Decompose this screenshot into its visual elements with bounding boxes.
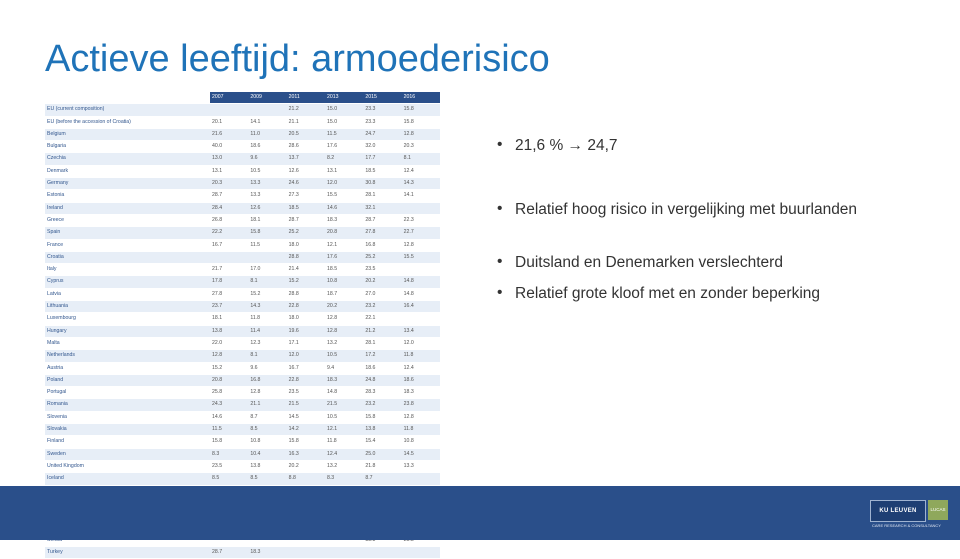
value-cell: 15.0 <box>325 104 363 116</box>
value-cell: 24.8 <box>363 374 401 386</box>
value-cell: 21.5 <box>287 399 325 411</box>
country-cell: Greece <box>45 214 210 226</box>
table-header-year: 2015 <box>363 92 401 104</box>
value-cell: 24.7 <box>363 128 401 140</box>
country-cell: Bulgaria <box>45 141 210 153</box>
value-cell: 14.5 <box>402 448 440 460</box>
value-cell: 20.5 <box>287 128 325 140</box>
value-cell: 12.3 <box>248 337 286 349</box>
value-cell: 15.2 <box>210 362 248 374</box>
value-cell: 15.8 <box>402 116 440 128</box>
value-cell: 12.8 <box>325 325 363 337</box>
value-cell: 12.8 <box>248 387 286 399</box>
value-cell: 16.8 <box>363 239 401 251</box>
value-cell: 10.5 <box>325 411 363 423</box>
value-cell: 13.8 <box>363 424 401 436</box>
value-cell: 12.4 <box>325 448 363 460</box>
value-cell: 12.0 <box>287 350 325 362</box>
value-cell: 11.4 <box>248 325 286 337</box>
value-cell <box>402 546 440 558</box>
value-cell: 14.3 <box>248 301 286 313</box>
country-cell: Cyprus <box>45 276 210 288</box>
value-cell: 18.0 <box>287 313 325 325</box>
table-row <box>45 104 440 116</box>
value-cell: 23.8 <box>402 399 440 411</box>
value-cell: 8.1 <box>248 350 286 362</box>
value-cell: 10.5 <box>325 350 363 362</box>
table-row <box>45 473 440 485</box>
table-row <box>45 448 440 460</box>
value-cell: 11.8 <box>402 424 440 436</box>
country-cell: Malta <box>45 337 210 349</box>
value-cell <box>287 546 325 558</box>
value-cell: 13.4 <box>402 325 440 337</box>
value-cell: 14.6 <box>210 411 248 423</box>
value-cell: 17.1 <box>287 337 325 349</box>
value-cell: 16.7 <box>210 239 248 251</box>
table-row <box>45 227 440 239</box>
table-row <box>45 178 440 190</box>
value-cell: 15.5 <box>325 190 363 202</box>
value-cell: 21.4 <box>287 264 325 276</box>
country-cell: Czechia <box>45 153 210 165</box>
value-cell: 22.1 <box>363 313 401 325</box>
value-cell: 17.6 <box>325 251 363 263</box>
country-cell: Hungary <box>45 325 210 337</box>
table-header-year: 2013 <box>325 92 363 104</box>
value-cell: 16.3 <box>287 448 325 460</box>
footer-bar <box>0 486 960 540</box>
country-cell: Belgium <box>45 128 210 140</box>
value-cell: 12.4 <box>402 165 440 177</box>
value-cell: 28.7 <box>287 214 325 226</box>
bullet-dot: • <box>497 136 503 153</box>
value-cell <box>402 313 440 325</box>
country-cell: Estonia <box>45 190 210 202</box>
value-cell: 12.6 <box>248 202 286 214</box>
table-row <box>45 362 440 374</box>
country-cell: Turkey <box>45 546 210 558</box>
value-cell: 12.8 <box>402 128 440 140</box>
value-cell: 21.6 <box>210 128 248 140</box>
value-cell <box>210 104 248 116</box>
value-cell: 22.0 <box>210 337 248 349</box>
value-cell: 17.8 <box>210 276 248 288</box>
country-cell: Spain <box>45 227 210 239</box>
value-cell: 8.3 <box>210 448 248 460</box>
country-cell: Denmark <box>45 165 210 177</box>
value-cell: 21.1 <box>287 116 325 128</box>
value-cell: 25.2 <box>287 227 325 239</box>
value-cell: 16.4 <box>402 301 440 313</box>
value-cell: 12.8 <box>402 411 440 423</box>
value-cell: 15.4 <box>363 436 401 448</box>
value-cell: 21.8 <box>363 460 401 472</box>
value-cell: 15.8 <box>402 104 440 116</box>
value-cell: 13.7 <box>287 153 325 165</box>
value-cell: 15.2 <box>248 288 286 300</box>
value-cell: 10.5 <box>248 165 286 177</box>
value-cell: 10.8 <box>402 436 440 448</box>
logo-text: KU LEUVEN <box>879 508 917 514</box>
value-cell: 27.8 <box>363 227 401 239</box>
value-cell: 20.1 <box>210 116 248 128</box>
value-cell: 13.0 <box>210 153 248 165</box>
value-cell: 28.6 <box>287 141 325 153</box>
value-cell: 11.5 <box>210 424 248 436</box>
value-cell: 14.6 <box>325 202 363 214</box>
table-row <box>45 153 440 165</box>
value-cell <box>248 104 286 116</box>
value-cell: 20.3 <box>210 178 248 190</box>
value-cell: 18.7 <box>325 288 363 300</box>
country-cell: EU (current composition) <box>45 104 210 116</box>
value-cell: 9.6 <box>248 153 286 165</box>
value-cell: 22.7 <box>402 227 440 239</box>
value-cell: 28.7 <box>363 214 401 226</box>
value-cell: 8.3 <box>325 473 363 485</box>
table-row <box>45 202 440 214</box>
value-cell: 13.8 <box>210 325 248 337</box>
country-cell: Iceland <box>45 473 210 485</box>
table-row <box>45 325 440 337</box>
country-cell: United Kingdom <box>45 460 210 472</box>
value-cell <box>402 473 440 485</box>
table-row <box>45 128 440 140</box>
value-cell <box>363 546 401 558</box>
value-cell: 21.2 <box>287 104 325 116</box>
value-cell: 11.8 <box>325 436 363 448</box>
value-cell: 16.7 <box>287 362 325 374</box>
table-header-year: 2011 <box>287 92 325 104</box>
value-cell: 28.7 <box>210 190 248 202</box>
country-cell: Finland <box>45 436 210 448</box>
value-cell: 23.5 <box>287 387 325 399</box>
value-cell: 8.1 <box>248 276 286 288</box>
table-row <box>45 239 440 251</box>
value-cell: 11.5 <box>325 128 363 140</box>
value-cell: 8.2 <box>325 153 363 165</box>
value-cell <box>402 264 440 276</box>
table-header-row <box>45 92 440 104</box>
value-cell: 18.1 <box>248 214 286 226</box>
value-cell: 21.7 <box>210 264 248 276</box>
value-cell: 18.6 <box>248 141 286 153</box>
value-cell: 18.6 <box>402 374 440 386</box>
country-cell: Latvia <box>45 288 210 300</box>
bullet-dot: • <box>497 284 503 301</box>
country-cell: France <box>45 239 210 251</box>
value-cell: 18.1 <box>210 313 248 325</box>
value-cell: 12.8 <box>325 313 363 325</box>
value-cell: 8.5 <box>248 473 286 485</box>
country-cell: Slovakia <box>45 424 210 436</box>
value-cell: 23.2 <box>363 301 401 313</box>
value-cell: 17.6 <box>325 141 363 153</box>
value-cell: 23.3 <box>363 116 401 128</box>
value-cell: 28.3 <box>363 387 401 399</box>
table-row <box>45 116 440 128</box>
value-cell: 15.8 <box>210 436 248 448</box>
value-cell: 15.8 <box>287 436 325 448</box>
table-header-year: 2009 <box>248 92 286 104</box>
value-cell: 13.8 <box>248 460 286 472</box>
value-cell: 18.6 <box>363 362 401 374</box>
ku-leuven-logo <box>870 500 926 522</box>
value-cell <box>248 251 286 263</box>
value-cell: 18.5 <box>325 264 363 276</box>
value-cell: 12.0 <box>325 178 363 190</box>
country-cell: Lithuania <box>45 301 210 313</box>
value-cell: 10.8 <box>325 276 363 288</box>
value-cell: 17.7 <box>363 153 401 165</box>
country-cell: Austria <box>45 362 210 374</box>
value-cell: 8.7 <box>248 411 286 423</box>
table-row <box>45 337 440 349</box>
value-cell: 14.8 <box>402 288 440 300</box>
value-cell: 13.2 <box>325 460 363 472</box>
country-cell: Netherlands <box>45 350 210 362</box>
value-cell: 12.8 <box>402 239 440 251</box>
table-row <box>45 141 440 153</box>
value-cell: 14.8 <box>402 276 440 288</box>
value-cell: 28.4 <box>210 202 248 214</box>
table-row <box>45 460 440 472</box>
country-cell: Croatia <box>45 251 210 263</box>
value-cell: 16.8 <box>248 374 286 386</box>
value-cell: 10.4 <box>248 448 286 460</box>
value-cell: 12.8 <box>210 350 248 362</box>
value-cell: 11.8 <box>248 313 286 325</box>
table-row <box>45 350 440 362</box>
value-cell: 8.5 <box>248 424 286 436</box>
value-cell: 28.1 <box>363 337 401 349</box>
value-cell: 8.1 <box>402 153 440 165</box>
value-cell: 25.2 <box>363 251 401 263</box>
table-row <box>45 276 440 288</box>
value-cell: 11.8 <box>402 350 440 362</box>
value-cell: 18.3 <box>325 214 363 226</box>
value-cell: 18.0 <box>287 239 325 251</box>
value-cell: 10.8 <box>248 436 286 448</box>
value-cell: 14.1 <box>248 116 286 128</box>
value-cell: 11.0 <box>248 128 286 140</box>
value-cell: 25.0 <box>363 448 401 460</box>
value-cell: 20.3 <box>402 141 440 153</box>
value-cell: 27.0 <box>363 288 401 300</box>
country-cell: Poland <box>45 374 210 386</box>
value-cell: 32.0 <box>363 141 401 153</box>
table-row <box>45 288 440 300</box>
value-cell: 32.1 <box>363 202 401 214</box>
value-cell: 8.8 <box>287 473 325 485</box>
value-cell: 13.3 <box>248 178 286 190</box>
table-row <box>45 264 440 276</box>
value-cell: 13.2 <box>325 337 363 349</box>
value-cell: 19.6 <box>287 325 325 337</box>
table-row <box>45 424 440 436</box>
table-row <box>45 411 440 423</box>
table-row <box>45 313 440 325</box>
country-cell: Germany <box>45 178 210 190</box>
value-cell: 17.0 <box>248 264 286 276</box>
value-cell: 25.8 <box>210 387 248 399</box>
value-cell: 14.3 <box>402 178 440 190</box>
value-cell: 24.3 <box>210 399 248 411</box>
value-cell: 11.5 <box>248 239 286 251</box>
bullet-text: 21,6 % → 24,7 <box>515 137 618 154</box>
table-row <box>45 301 440 313</box>
value-cell: 12.6 <box>287 165 325 177</box>
value-cell: 17.2 <box>363 350 401 362</box>
value-cell: 22.8 <box>287 301 325 313</box>
value-cell: 21.2 <box>363 325 401 337</box>
value-cell: 8.5 <box>210 473 248 485</box>
table-row <box>45 436 440 448</box>
value-cell: 28.8 <box>287 288 325 300</box>
value-cell: 14.5 <box>287 411 325 423</box>
value-cell: 20.2 <box>287 460 325 472</box>
value-cell: 14.2 <box>287 424 325 436</box>
value-cell: 13.1 <box>325 165 363 177</box>
value-cell: 30.8 <box>363 178 401 190</box>
value-cell: 24.6 <box>287 178 325 190</box>
value-cell: 23.2 <box>363 399 401 411</box>
value-cell: 15.0 <box>325 116 363 128</box>
table-row <box>45 214 440 226</box>
value-cell: 14.1 <box>402 190 440 202</box>
table-row <box>45 165 440 177</box>
lucas-logo <box>928 500 948 520</box>
table-row <box>45 374 440 386</box>
country-cell: Sweden <box>45 448 210 460</box>
value-cell: 18.3 <box>402 387 440 399</box>
country-cell: Slovenia <box>45 411 210 423</box>
value-cell: 20.2 <box>363 276 401 288</box>
value-cell: 9.4 <box>325 362 363 374</box>
table-row <box>45 190 440 202</box>
value-cell: 23.5 <box>363 264 401 276</box>
bullet-text: Relatief hoog risico in vergelijking met buurlanden <box>515 201 858 218</box>
value-cell: 12.1 <box>325 239 363 251</box>
value-cell: 12.4 <box>402 362 440 374</box>
value-cell: 28.1 <box>363 190 401 202</box>
value-cell: 28.7 <box>210 546 248 558</box>
value-cell: 15.2 <box>287 276 325 288</box>
bullet-dot: • <box>497 253 503 270</box>
value-cell: 14.8 <box>325 387 363 399</box>
value-cell: 28.8 <box>287 251 325 263</box>
country-cell: Ireland <box>45 202 210 214</box>
logo-badge-text: LUCAS <box>930 507 946 512</box>
value-cell: 23.5 <box>210 460 248 472</box>
table-header-country <box>45 92 210 104</box>
value-cell: 22.2 <box>210 227 248 239</box>
value-cell: 9.6 <box>248 362 286 374</box>
value-cell: 40.0 <box>210 141 248 153</box>
value-cell <box>210 251 248 263</box>
value-cell: 12.1 <box>325 424 363 436</box>
value-cell: 22.3 <box>402 214 440 226</box>
value-cell: 23.3 <box>363 104 401 116</box>
table-header-year: 2007 <box>210 92 248 104</box>
value-cell: 15.5 <box>402 251 440 263</box>
table-row <box>45 546 440 558</box>
value-cell: 27.8 <box>210 288 248 300</box>
value-cell: 18.5 <box>363 165 401 177</box>
value-cell: 27.3 <box>287 190 325 202</box>
country-cell: EU (before the accession of Croatia) <box>45 116 210 128</box>
value-cell: 13.3 <box>402 460 440 472</box>
country-cell: Italy <box>45 264 210 276</box>
value-cell: 21.1 <box>248 399 286 411</box>
country-cell: Portugal <box>45 387 210 399</box>
value-cell: 13.1 <box>210 165 248 177</box>
bullet-text: Duitsland en Denemarken verslechterd <box>515 254 783 271</box>
bullet-text: Relatief grote kloof met en zonder beperking <box>515 285 821 302</box>
value-cell: 13.3 <box>248 190 286 202</box>
value-cell: 12.0 <box>402 337 440 349</box>
value-cell: 8.7 <box>363 473 401 485</box>
value-cell: 18.3 <box>248 546 286 558</box>
value-cell: 22.8 <box>287 374 325 386</box>
bullet-dot: • <box>497 200 503 217</box>
value-cell: 15.8 <box>363 411 401 423</box>
table-row <box>45 399 440 411</box>
country-cell: Romania <box>45 399 210 411</box>
table-row <box>45 251 440 263</box>
value-cell: 26.8 <box>210 214 248 226</box>
value-cell: 21.5 <box>325 399 363 411</box>
value-cell: 23.7 <box>210 301 248 313</box>
table-row <box>45 387 440 399</box>
table-header-year: 2016 <box>402 92 440 104</box>
logo-subtitle: CARE RESEARCH & CONSULTANCY <box>872 523 941 528</box>
value-cell <box>402 202 440 214</box>
value-cell: 20.2 <box>325 301 363 313</box>
value-cell: 15.8 <box>248 227 286 239</box>
value-cell <box>325 546 363 558</box>
value-cell: 18.5 <box>287 202 325 214</box>
value-cell: 20.8 <box>210 374 248 386</box>
value-cell: 18.3 <box>325 374 363 386</box>
country-cell: Luxembourg <box>45 313 210 325</box>
value-cell: 20.8 <box>325 227 363 239</box>
slide-title: Actieve leeftijd: armoederisico <box>45 38 550 80</box>
